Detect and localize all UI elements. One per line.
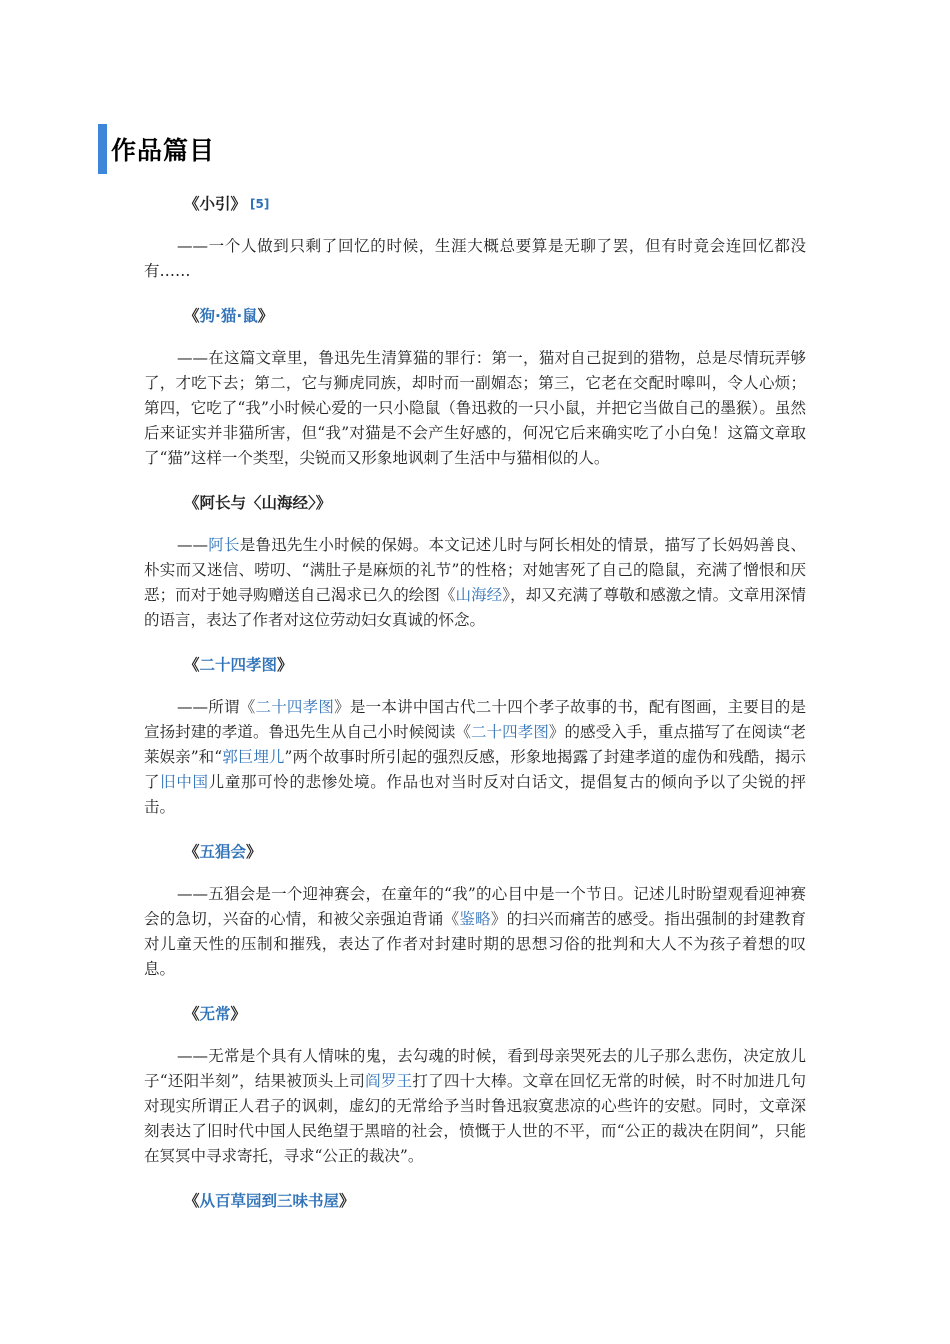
work-title	[144, 490, 806, 516]
work-description	[144, 695, 806, 820]
work-title-link[interactable]: 狗·猫·鼠	[199, 307, 258, 325]
work-title-text: 《	[184, 307, 200, 325]
inline-link[interactable]: 二十四孝图	[255, 698, 335, 716]
description-text: ——五猖会是一个迎神赛会，在童年的“我”的心目中是一个节日。记述儿时盼望观看迎神赛会的急切，兴奋的心情，和被父亲强迫背诵《	[144, 885, 806, 928]
work-title-link[interactable]: 五猖会	[199, 843, 247, 861]
description-text: 》是一本讲中国古代二十四个孝子故事的书，配有图画，主要目的是宣扬封建的孝道。鲁迅先生从自己小时候阅读《	[144, 698, 806, 741]
work-title	[144, 1188, 806, 1214]
description-text: 》，却又充满了尊敬和感激之情。文章用深情的语言，表达了作者对这位劳动妇女真诚的怀念。	[144, 586, 806, 629]
work-title-text: 小引	[199, 195, 231, 213]
description-text: ——一个人做到只剩了回忆的时候，生涯大概总要算是无聊了罢，但有时竟会连回忆都没有……	[144, 237, 806, 280]
description-text: 》的感受入手，重点描写了在阅读“老莱娱亲”和“	[144, 723, 806, 766]
description-text: ——无常是个具有人情味的鬼，去勾魂的时候，看到母亲哭死去的儿子那么悲伤，决定放儿子“还阳半刻”，结果被顶头上司	[144, 1047, 806, 1090]
reference-link[interactable]: [5]	[250, 197, 270, 211]
work-title-link[interactable]: 无常	[199, 1005, 231, 1023]
heading-accent-bar	[98, 124, 107, 174]
work-title	[144, 303, 806, 329]
work-description	[144, 1044, 806, 1169]
work-title-text: 》	[230, 1005, 247, 1023]
article-body	[144, 191, 806, 1231]
work-title-text: 《	[184, 1005, 200, 1023]
inline-link[interactable]: 旧中国	[160, 773, 209, 791]
work-title-text: 《	[184, 195, 200, 213]
inline-link[interactable]: 郭巨埋儿	[222, 748, 285, 766]
inline-link[interactable]: 二十四孝图	[471, 723, 549, 741]
work-title-text: 》	[339, 1192, 355, 1210]
work-description	[144, 234, 806, 284]
work-title-text: 《	[184, 1192, 200, 1210]
work-title-text: 》	[277, 656, 293, 674]
work-title	[144, 191, 806, 217]
description-text: 儿童那可怜的悲惨处境。作品也对当时反对白话文，提倡复古的倾向予以了尖锐的抨击。	[144, 773, 806, 816]
inline-link[interactable]: 鉴略	[459, 910, 491, 928]
work-title-text: 《	[184, 843, 200, 861]
work-title-text: 《阿长与〈山海经〉》	[184, 494, 332, 512]
description-text: ——所谓《	[177, 698, 256, 716]
work-description	[144, 882, 806, 982]
work-title-text: 》	[257, 307, 274, 325]
section-heading	[98, 124, 215, 174]
description-text: ——在这篇文章里，鲁迅先生清算猫的罪行：第一，猫对自己捉到的猎物，总是尽情玩弄够了，才吃下去；第二，它与狮虎同族，却时而一副媚态；第三，它老在交配时嗥叫，令人心烦；第四，它吃了“我”小时候心爱的一只小隐鼠（鲁迅救的一只小鼠，并把它当做自己的墨猴）。虽然后来证实并非猫所害，但“我”对猫是不会产生好感的，何况它后来确实吃了小白兔！这篇文章取了“猫”这样一个类型，尖锐而又形象地讽刺了生活中与猫相似的人。	[144, 349, 806, 467]
inline-link[interactable]: 阎罗王	[365, 1072, 413, 1090]
work-title	[144, 1001, 806, 1027]
work-description	[144, 533, 806, 633]
description-text: 》的扫兴而痛苦的感受。指出强制的封建教育对儿童天性的压制和摧残，表达了作者对封建时期的思想习俗的批判和大人不为孩子着想的叹息。	[144, 910, 806, 978]
inline-link[interactable]: 山海经	[455, 586, 503, 604]
work-title-text: 》	[246, 843, 262, 861]
work-title-text: 《	[184, 656, 200, 674]
description-text: 是鲁迅先生小时候的保姆。本文记述儿时与阿长相处的情景，描写了长妈妈善良、朴实而又迷信、唠叨、“满肚子是麻烦的礼节”的性格；对她害死了自己的隐鼠，充满了憎恨和厌恶；而对于她寻购赠送自己渴求已久的绘图《	[144, 536, 806, 604]
work-title-text: 》	[230, 195, 247, 213]
description-text: ”两个故事时所引起的强烈反感，形象地揭露了封建孝道的虚伪和残酷，揭示了	[144, 748, 806, 791]
description-text: ——	[177, 536, 208, 554]
work-title-link[interactable]: 从百草园到三味书屋	[199, 1192, 340, 1210]
description-text: 打了四十大棒。文章在回忆无常的时候，时不时加进几句对现实所谓正人君子的讽刺，虚幻的无常给予当时鲁迅寂寞悲凉的心些许的安慰。同时，文章深刻表达了旧时代中国人民绝望于黑暗的社会，愤慨于人世的不平，而“公正的裁决在阴间”，只能在冥冥中寻求寄托，寻求“公正的裁决”。	[144, 1072, 806, 1165]
work-description	[144, 346, 806, 471]
work-title-link[interactable]: 二十四孝图	[199, 656, 278, 674]
inline-link[interactable]: 阿长	[208, 536, 240, 554]
heading-title: 作品篇目	[111, 136, 216, 165]
work-title	[144, 652, 806, 678]
work-title	[144, 839, 806, 865]
